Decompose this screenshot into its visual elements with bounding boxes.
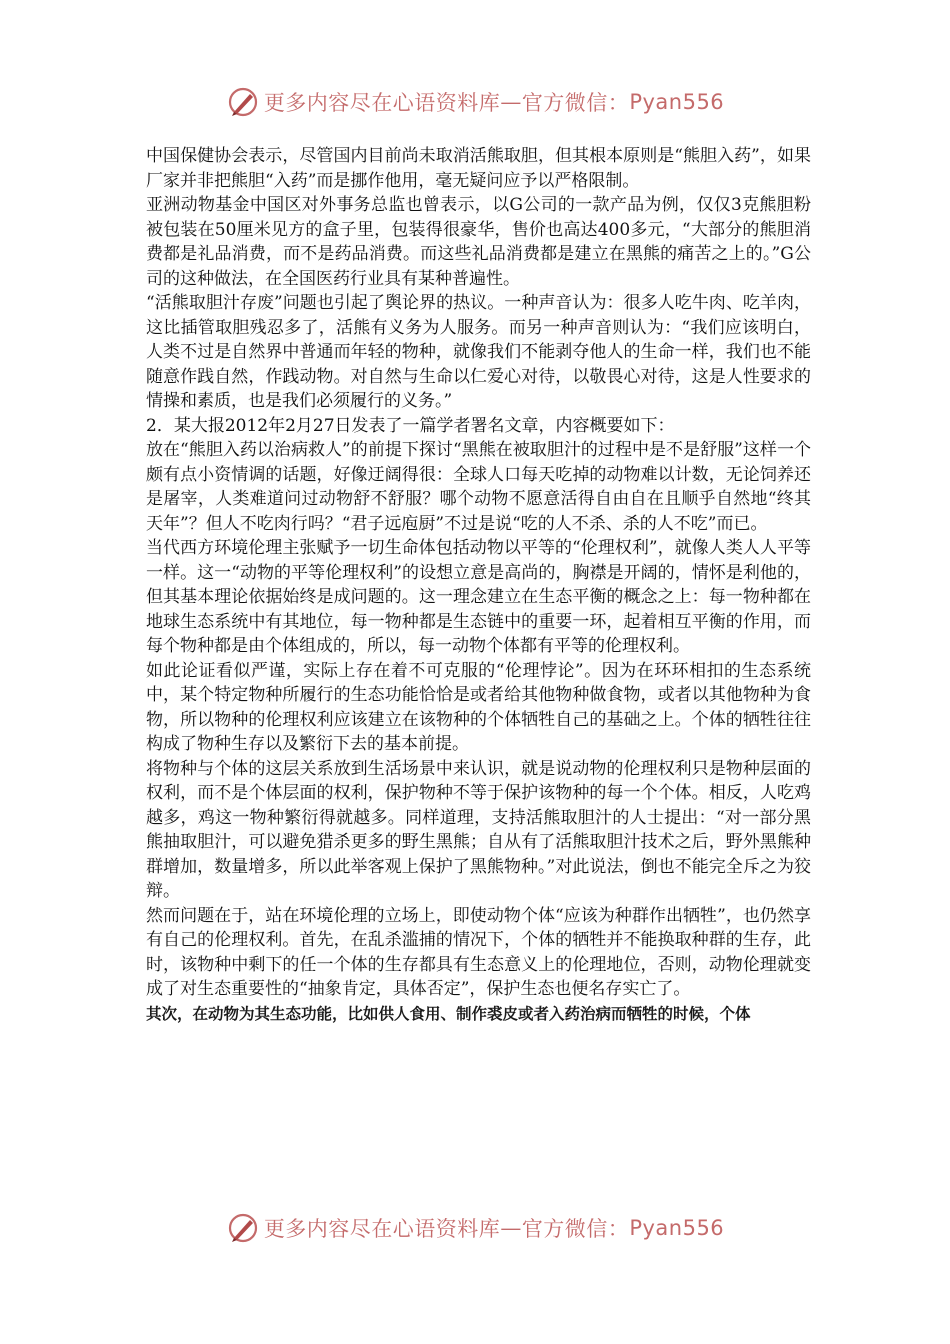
pen-logo-icon xyxy=(226,85,260,119)
banner-wechat-label: 官方微信： xyxy=(521,1217,630,1241)
paragraph: 中国保健协会表示，尽管国内目前尚未取消活熊取胆，但其根本原则是“熊胆入药”，如果厂家并非把熊胆“入药”而是挪作他用，毫无疑问应予以严格限制。 xyxy=(146,146,811,191)
banner-main-text: 更多内容尽在心语资料库 xyxy=(263,91,501,115)
paragraph: 当代西方环境伦理主张赋予一切生命体包括动物以平等的“伦理权利”，就像人类人人平等一样。这一“动物的平等伦理权利”的设想立意是高尚的，胸襟是开阔的，情怀是利他的，但其基本理论依据始终是成问题的。这一理念建立在生态平衡的概念之上：每一物种都在地球生态系统中有其地位，每一物种都是生态链中的重要一环，起着相互平衡的作用，而每个物种都是由个体组成的，所以，每一动物个体都有平等的伦理权利。 xyxy=(146,538,811,656)
footer-watermark-banner xyxy=(0,1210,950,1246)
banner-main-text: 更多内容尽在心语资料库 xyxy=(263,1217,501,1241)
paragraph: 亚洲动物基金中国区对外事务总监也曾表示，以G公司的一款产品为例，仅仅3克熊胆粉被包装在50厘米见方的盒子里，包装得很豪华，售价也高达400多元，“大部分的熊胆消费都是礼品消费，而不是药品消费。而这些礼品消费都是建立在黑熊的痛苦之上的。”G公司的这种做法，在全国医药行业具有某种普遍性。 xyxy=(146,195,811,289)
article-body xyxy=(146,144,811,1026)
paragraph: 放在“熊胆入药以治病救人”的前提下探讨“黑熊在被取胆汁的过程中是不是舒服”这样一个颇有点小资情调的话题，好像迂阔得很：全球人口每天吃掉的动物难以计数，无论饲养还是屠宰，人类难道问过动物舒不舒服？哪个动物不愿意活得自由自在且顺乎自然地“终其天年”？但人不吃肉行吗？“君子远庖厨”不过是说“吃的人不杀、杀的人不吃”而已。 xyxy=(146,440,811,534)
paragraph: 如此论证看似严谨，实际上存在着不可克服的“伦理悖论”。因为在环环相扣的生态系统中，某个特定物种所履行的生态功能恰恰是或者给其他物种做食物，或者以其他物种为食物，所以物种的伦理权利应该建立在该物种的个体牺牲自己的基础之上。个体的牺牲往往构成了物种生存以及繁衍下去的基本前提。 xyxy=(146,660,811,754)
banner-dash: — xyxy=(500,1216,522,1240)
banner-wechat-id: Pyan556 xyxy=(629,90,725,114)
banner-dash: — xyxy=(500,90,522,114)
paragraph: 将物种与个体的这层关系放到生活场景中来认识，就是说动物的伦理权利只是物种层面的权利，而不是个体层面的权利，保护物种不等于保护该物种的每一个个体。相反，人吃鸡越多，鸡这一物种繁衍得就越多。同样道理，支持活熊取胆汁的人士提出：“对一部分黑熊抽取胆汁，可以避免猎杀更多的野生黑熊；自从有了活熊取胆汁技术之后，野外黑熊种群增加，数量增多，所以此举客观上保护了黑熊物种。”对此说法，倒也不能完全斥之为狡辩。 xyxy=(146,758,811,901)
paragraph: “活熊取胆汁存废”问题也引起了舆论界的热议。一种声音认为：很多人吃牛肉、吃羊肉，这比插管取胆残忍多了，活熊有义务为人服务。而另一种声音则认为：“我们应该明白，人类不过是自然界中普通而年轻的物种，就像我们不能剥夺他人的生命一样，我们也不能随意作践自然，作践动物。对自然与生命以仁爱心对待，以敬畏心对待，这是人性要求的情操和素质，也是我们必须履行的义务。” xyxy=(146,293,811,411)
banner-wechat-id: Pyan556 xyxy=(629,1216,725,1240)
paragraph: 然而问题在于，站在环境伦理的立场上，即使动物个体“应该为种群作出牺牲”，也仍然享有自己的伦理权利。首先，在乱杀滥捕的情况下，个体的牺牲并不能换取种群的生存，此时，该物种中剩下的任一个体的生存都具有生态意义上的伦理地位，否则，动物伦理就变成了对生态重要性的“抽象肯定，具体否定”，保护生态也便名存实亡了。 xyxy=(146,905,811,999)
paragraph-continued: 其次，在动物为其生态功能，比如供人食用、制作裘皮或者入药治病而牺牲的时候，个体 xyxy=(146,1004,751,1023)
header-watermark-banner xyxy=(0,84,950,120)
pen-logo-icon xyxy=(226,1211,260,1245)
section-heading: 2．某大报2012年2月27日发表了一篇学者署名文章，内容概要如下： xyxy=(146,415,675,436)
banner-wechat-label: 官方微信： xyxy=(521,91,630,115)
